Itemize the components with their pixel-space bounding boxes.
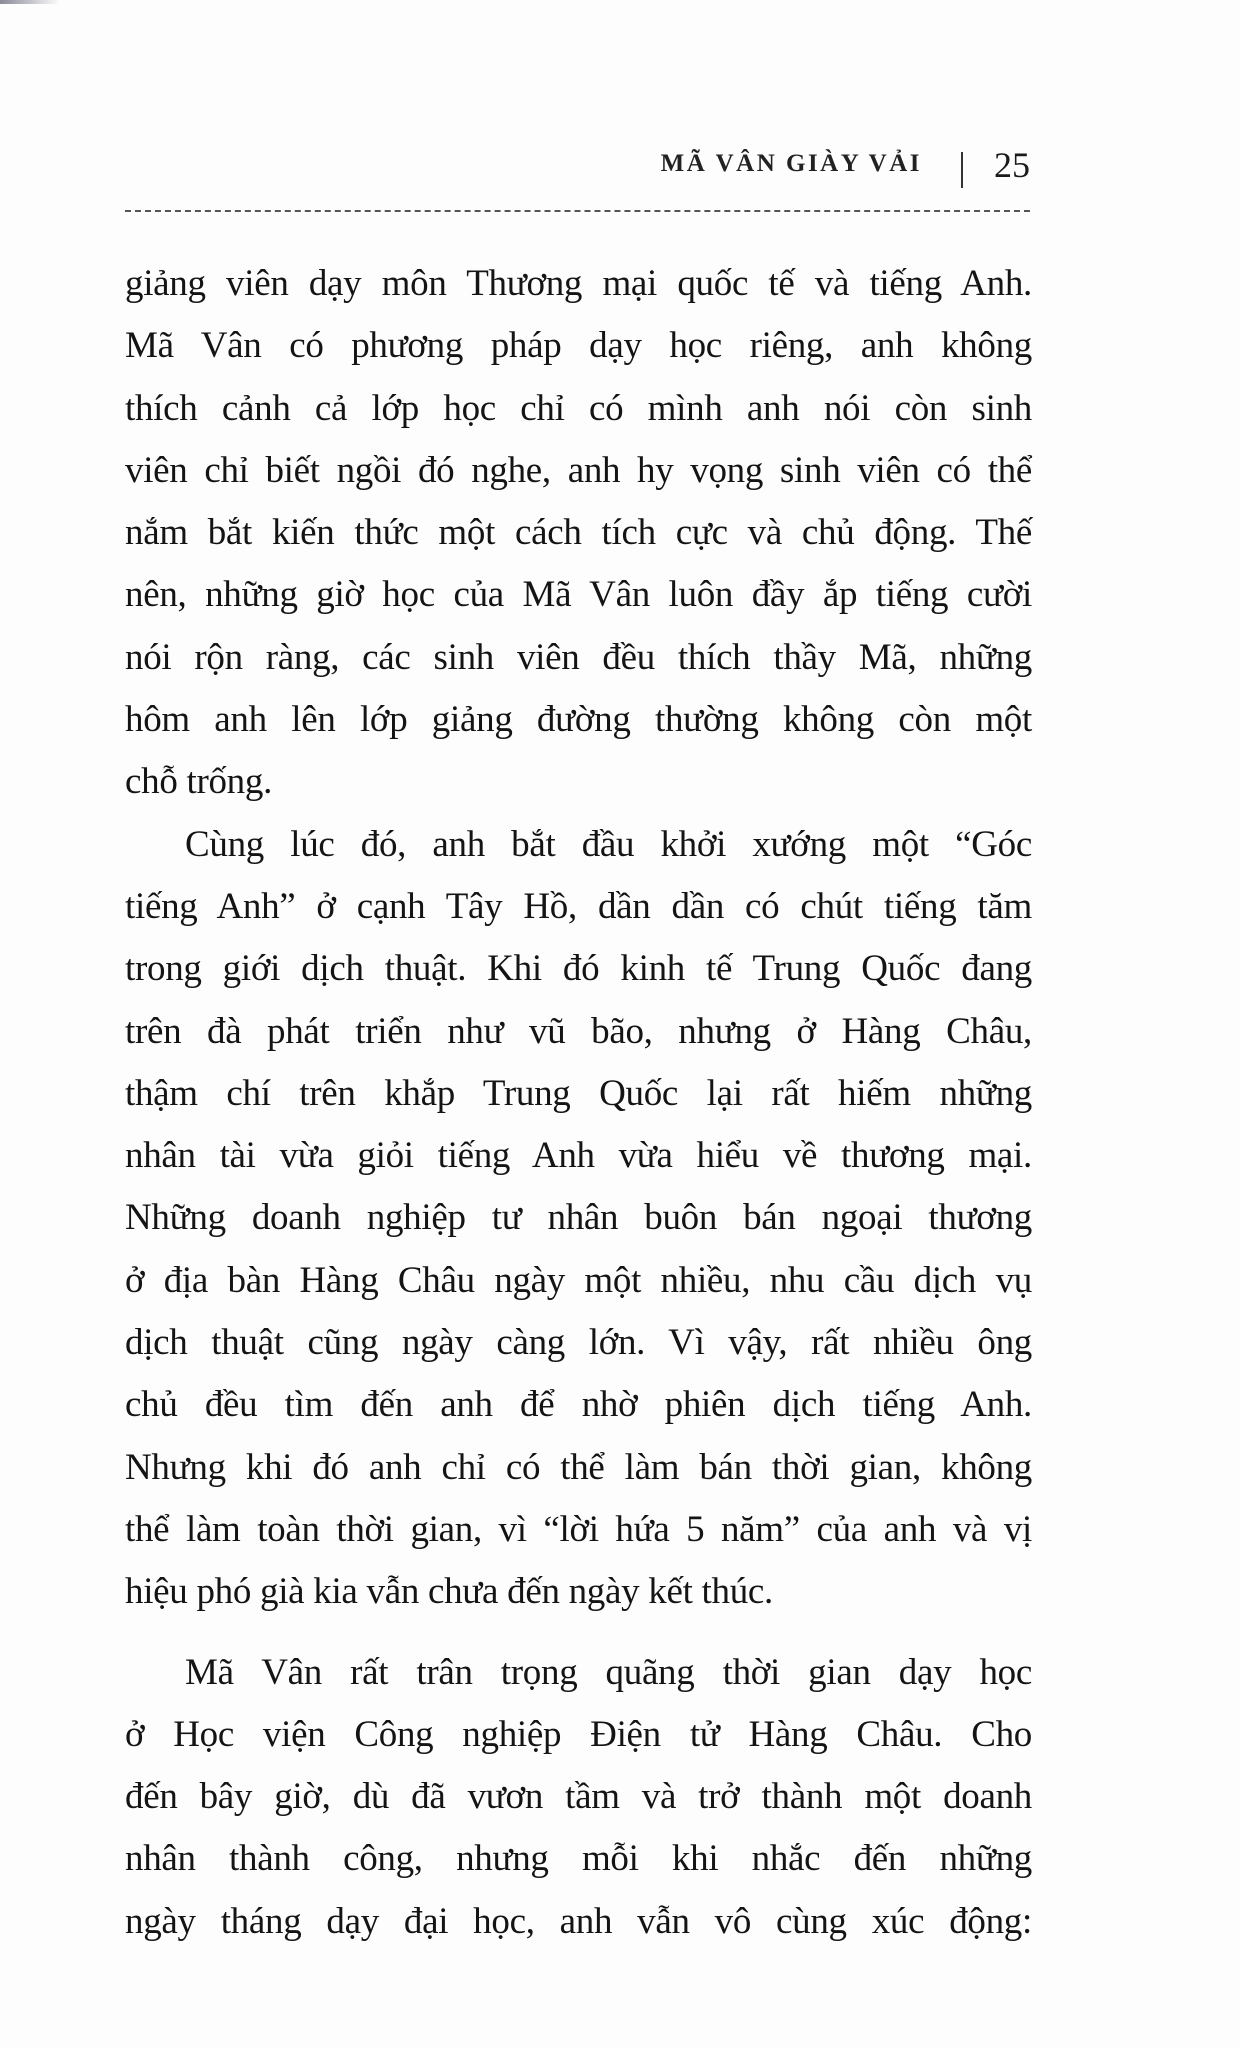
- text-line: đến bây giờ, dù đã vươn tầm và trở thành một doanh: [125, 1776, 1032, 1818]
- text-line: thể làm toàn thời gian, vì “lời hứa 5 năm” của anh và vị: [125, 1508, 1032, 1550]
- running-head-separator: [961, 152, 963, 188]
- text-line: chỗ trống.: [125, 761, 273, 803]
- text-line: nói rộn ràng, các sinh viên đều thích thầy Mã, những: [125, 636, 1032, 678]
- text-line: thích cảnh cả lớp học chỉ có mình anh nói còn sinh: [125, 387, 1032, 429]
- text-line: chủ đều tìm đến anh để nhờ phiên dịch tiếng Anh.: [125, 1384, 1032, 1426]
- running-head: [125, 140, 1030, 190]
- text-line: Những doanh nghiệp tư nhân buôn bán ngoại thương: [125, 1197, 1032, 1239]
- text-line: trên đà phát triển như vũ bão, nhưng ở Hàng Châu,: [125, 1010, 1032, 1052]
- text-line: nhân tài vừa giỏi tiếng Anh vừa hiểu về thương mại.: [125, 1135, 1032, 1177]
- text-line: hiệu phó già kia vẫn chưa đến ngày kết thúc.: [125, 1571, 773, 1613]
- text-line: Nhưng khi đó anh chỉ có thể làm bán thời gian, không: [125, 1446, 1032, 1488]
- text-line: nên, những giờ học của Mã Vân luôn đầy ắp tiếng cười: [125, 574, 1032, 616]
- text-line: giảng viên dạy môn Thương mại quốc tế và tiếng Anh.: [125, 263, 1032, 304]
- body-text: [125, 253, 1032, 1953]
- text-line: Mã Vân có phương pháp dạy học riêng, anh không: [125, 325, 1032, 367]
- text-line: viên chỉ biết ngồi đó nghe, anh hy vọng sinh viên có thể: [125, 449, 1032, 491]
- running-head-title: MÃ VÂN GIÀY VẢI: [660, 150, 922, 177]
- text-line: nắm bắt kiến thức một cách tích cực và chủ động. Thế: [125, 512, 1032, 554]
- dashed-header-rule: [125, 210, 1030, 212]
- paragraph-gap: [125, 1624, 1032, 1642]
- text-line: ở địa bàn Hàng Châu ngày một nhiều, nhu cầu dịch vụ: [125, 1259, 1032, 1301]
- text-line: dịch thuật cũng ngày càng lớn. Vì vậy, rất nhiều ông: [125, 1322, 1032, 1364]
- text-line: ngày tháng dạy đại học, anh vẫn vô cùng xúc động:: [125, 1900, 1032, 1942]
- text-line: trong giới dịch thuật. Khi đó kinh tế Trung Quốc đang: [125, 948, 1032, 990]
- text-line: Mã Vân rất trân trọng quãng thời gian dạy học: [185, 1651, 1032, 1693]
- text-line: thậm chí trên khắp Trung Quốc lại rất hiếm những: [125, 1072, 1032, 1114]
- text-line: ở Học viện Công nghiệp Điện tử Hàng Châu. Cho: [125, 1713, 1032, 1755]
- text-line: Cùng lúc đó, anh bắt đầu khởi xướng một “Góc: [185, 823, 1032, 865]
- text-line: nhân thành công, nhưng mỗi khi nhắc đến những: [125, 1838, 1032, 1880]
- scan-edge-mark: [0, 0, 60, 4]
- text-line: tiếng Anh” ở cạnh Tây Hồ, dần dần có chút tiếng tăm: [125, 885, 1032, 927]
- text-line: hôm anh lên lớp giảng đường thường không còn một: [125, 699, 1032, 741]
- page-number: 25: [994, 145, 1030, 185]
